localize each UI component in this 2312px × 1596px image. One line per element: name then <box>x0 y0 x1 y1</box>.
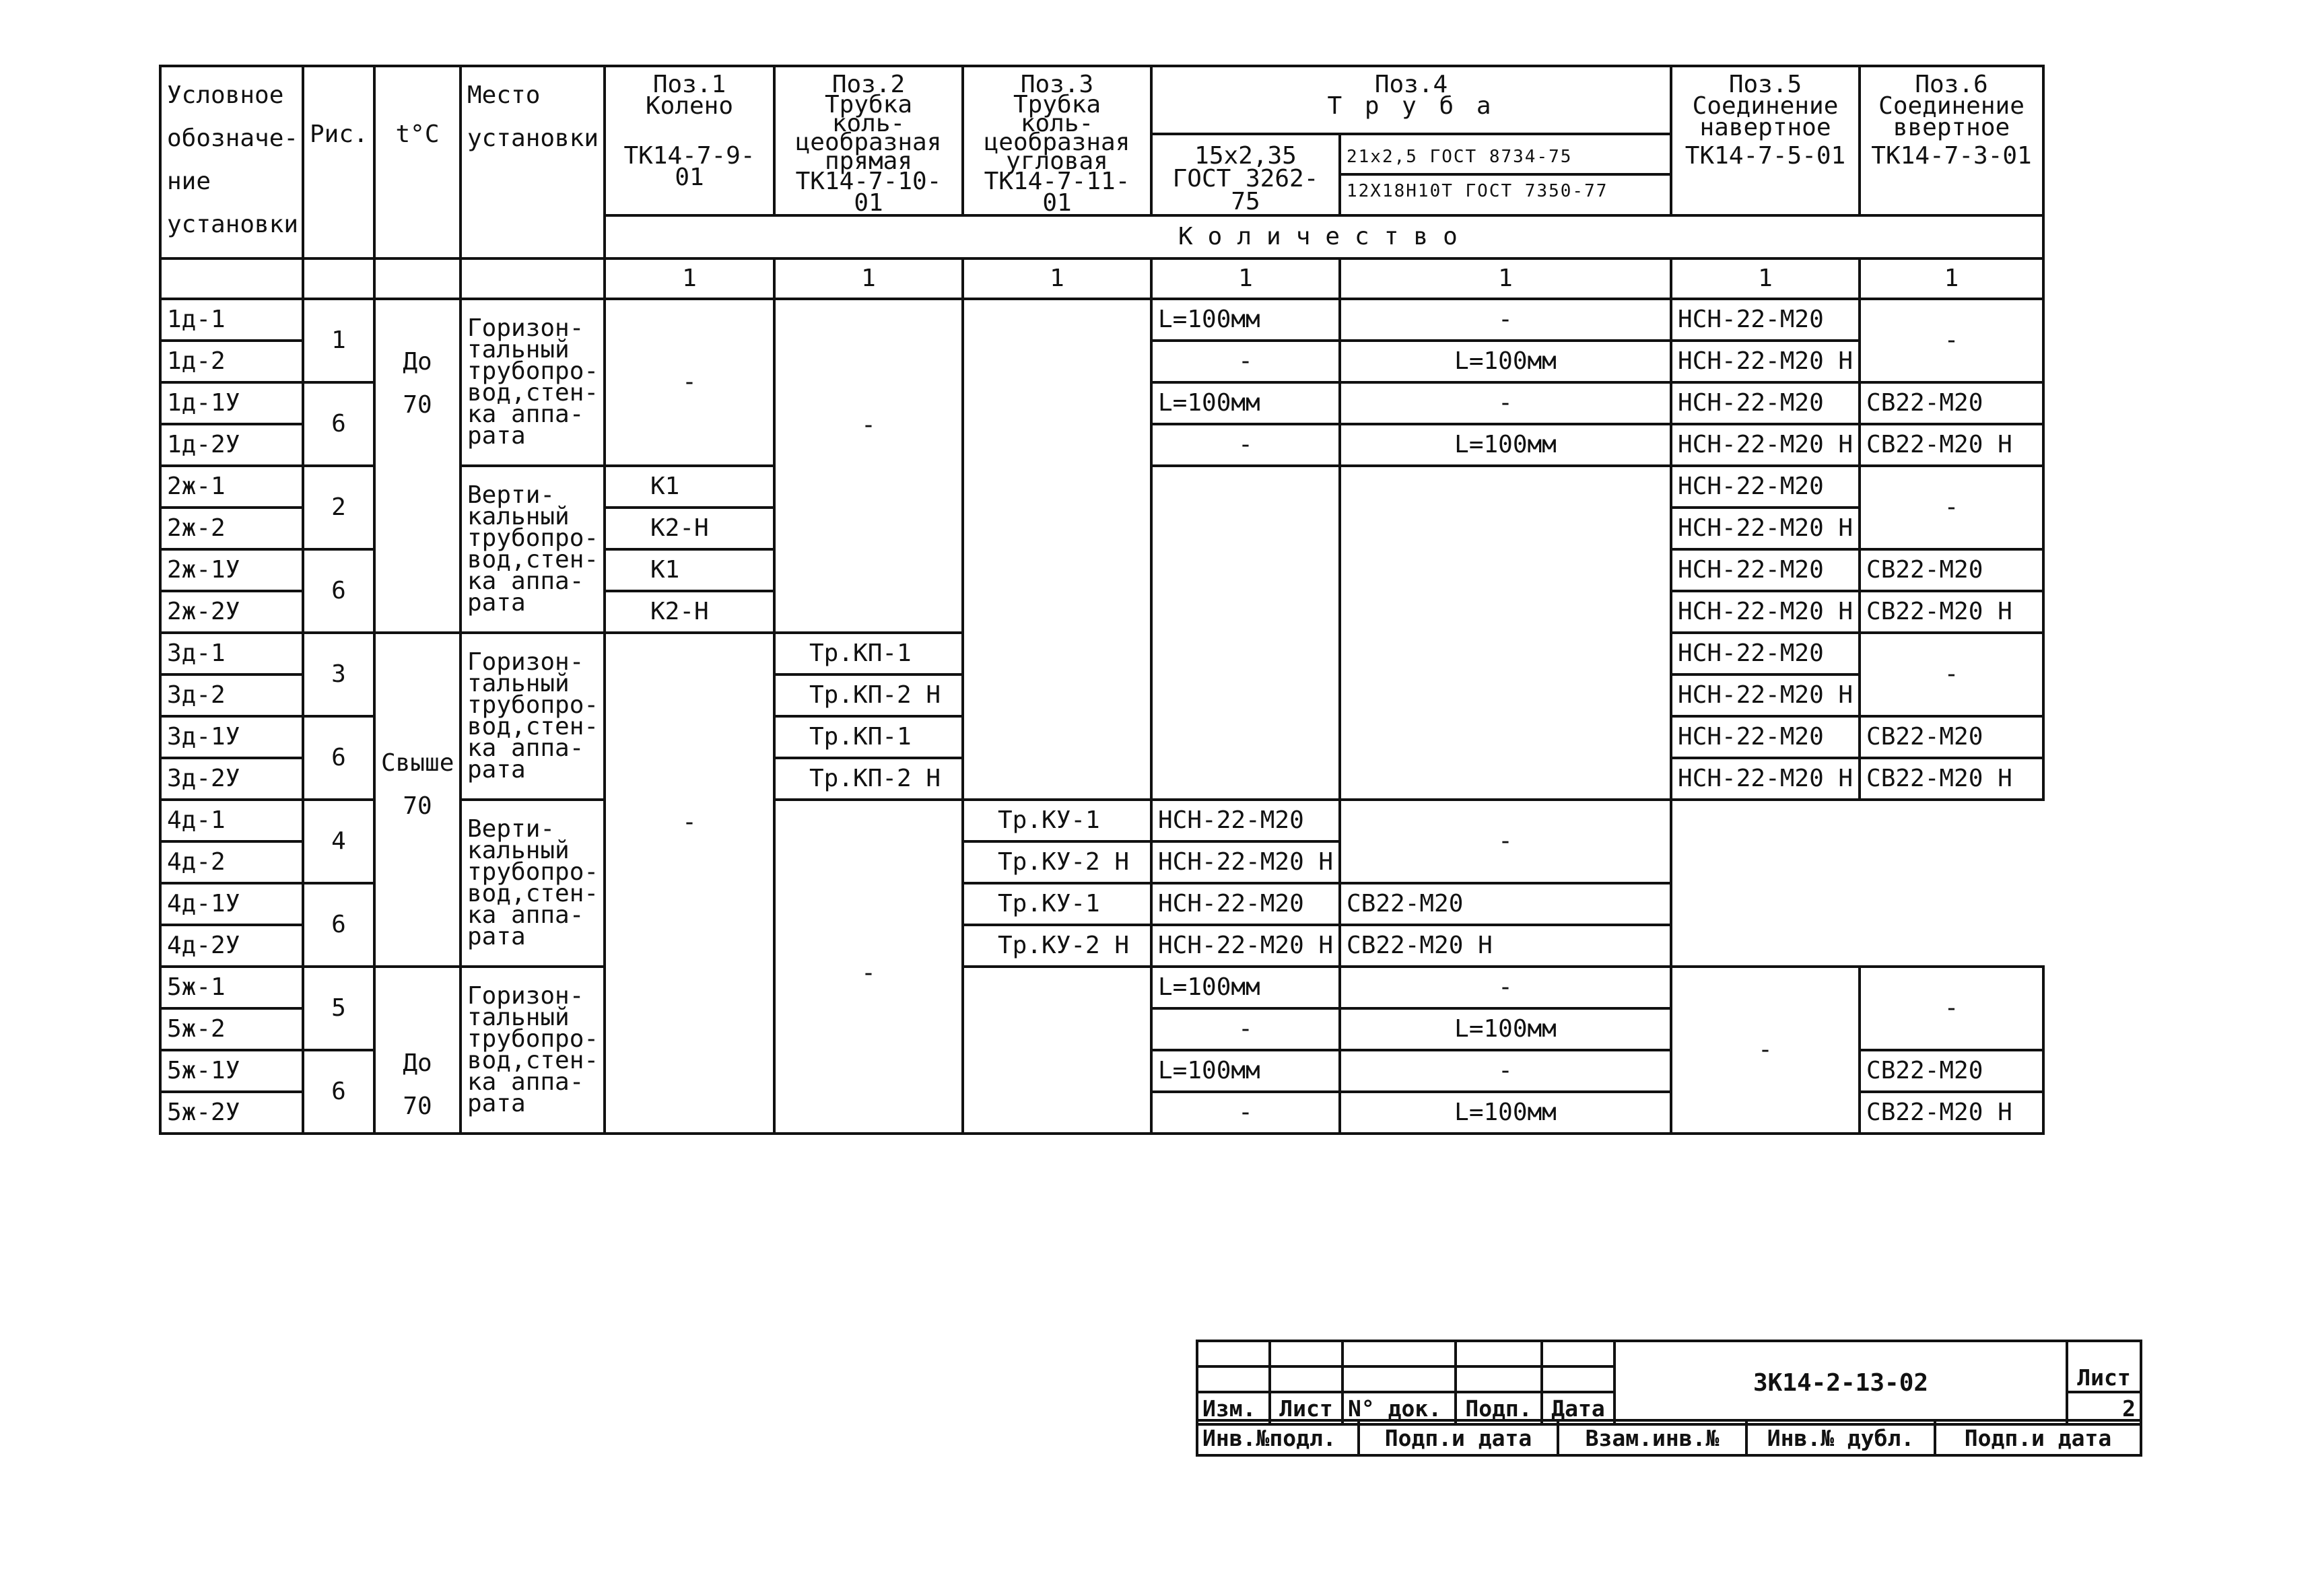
pos4a-value: L=100мм <box>1151 382 1340 424</box>
pos2-dash: - <box>774 800 963 1134</box>
pos6-value: СВ22-М20 Н <box>1860 591 2043 633</box>
row-designation: 2ж-2 <box>160 508 303 549</box>
pos6-value: СВ22-М20 <box>1340 883 1671 925</box>
pos5-name: Соединение навертное <box>1692 92 1839 141</box>
pos2-value: Тр.КП-2 Н <box>774 758 963 800</box>
row-designation: 5ж-1У <box>160 1050 303 1092</box>
pos5-value: НСН-22-М20 Н <box>1671 508 1860 549</box>
pos4-sub2b: 12Х18Н10Т ГОСТ 7350-77 <box>1347 181 1608 202</box>
header-designation: Условное обозначе- ние установки <box>160 66 303 258</box>
stamp-empty-cell <box>1456 1366 1542 1392</box>
pos4b-value: L=100мм <box>1340 341 1671 382</box>
row-designation: 5ж-1 <box>160 967 303 1008</box>
pos3-value: Тр.КУ-2 Н <box>963 925 1151 967</box>
pos4a-empty <box>1151 466 1340 800</box>
row-designation: 2ж-1 <box>160 466 303 508</box>
stamp-inv-original: Инв.№подл. <box>1197 1420 1359 1455</box>
pos5-value: НСН-22-М20 <box>1671 716 1860 758</box>
pos1-dash: - <box>605 299 774 466</box>
stamp-empty-cell <box>1197 1341 1270 1366</box>
pos1-value: К2-Н <box>605 508 774 549</box>
pos1-value: К1 <box>605 466 774 508</box>
qty-pos1: 1 <box>605 258 774 299</box>
pos4-sub2 <box>1340 134 1671 215</box>
header-fig: Рис. <box>303 66 374 258</box>
pos6-value: СВ22-М20 Н <box>1340 925 1671 967</box>
pos5-value: НСН-22-М20 <box>1151 883 1340 925</box>
stamp-label-date: Дата <box>1542 1392 1614 1424</box>
pos5-value: НСН-22-М20 Н <box>1671 424 1860 466</box>
pos6-code: ТК14-7-3-01 <box>1871 142 2032 170</box>
pos4b-value: - <box>1340 1050 1671 1092</box>
row-designation: 3д-1У <box>160 716 303 758</box>
stamp-empty-cell <box>1270 1366 1342 1392</box>
row-fig: 4 <box>303 800 374 883</box>
pos3-code: ТК14-7-11-01 <box>984 168 1130 215</box>
header-pos1 <box>605 66 774 215</box>
pos5-value: НСН-22-М20 Н <box>1671 674 1860 716</box>
row-designation: 2ж-2У <box>160 591 303 633</box>
pos4a-value: L=100мм <box>1151 1050 1340 1092</box>
row-fig: 1 <box>303 299 374 382</box>
empty-cell <box>374 258 461 299</box>
pos6-title: Поз.6 <box>1915 71 1988 98</box>
pos4b-value: L=100мм <box>1340 1008 1671 1050</box>
empty-cell <box>303 258 374 299</box>
row-fig: 6 <box>303 1050 374 1134</box>
quantity-header: Количество <box>605 215 2043 258</box>
stamp-inv-duplicate: Инв.№ дубл. <box>1746 1420 1935 1455</box>
pos2-name: Трубка коль- цеобразная прямая <box>795 91 942 175</box>
row-fig: 6 <box>303 883 374 967</box>
pos5-value: - <box>1671 967 1860 1134</box>
pos5-code: ТК14-7-5-01 <box>1685 142 1846 170</box>
pos2-value: Тр.КП-2 Н <box>774 674 963 716</box>
pos5-value: НСН-22-М20 <box>1671 299 1860 341</box>
row-temp: До 70 <box>374 299 461 633</box>
title-block <box>1196 1340 2142 1426</box>
pos6-name: Соединение ввертное <box>1878 92 2025 141</box>
header-temp: t°C <box>374 66 461 258</box>
row-designation: 2ж-1У <box>160 549 303 591</box>
qty-pos6: 1 <box>1860 258 2043 299</box>
pos3-empty <box>963 299 1151 800</box>
pos2-value: Тр.КП-1 <box>774 633 963 674</box>
pos5-value: НСН-22-М20 <box>1151 800 1340 841</box>
pos5-value: НСН-22-М20 <box>1671 466 1860 508</box>
pos5-value: НСН-22-М20 <box>1671 549 1860 591</box>
pos3-value: Тр.КУ-1 <box>963 883 1151 925</box>
row-designation: 1д-1 <box>160 299 303 341</box>
pos3-name: Трубка коль- цеобразная угловая <box>984 91 1130 175</box>
pos4-sub1: 15х2,35 ГОСТ 3262-75 <box>1151 134 1340 215</box>
pos2-dash: - <box>774 299 963 633</box>
pos6-value: СВ22-М20 <box>1860 1050 2043 1092</box>
empty-cell <box>160 258 303 299</box>
pos1-name: Колено <box>645 92 734 120</box>
pos6-value: - <box>1860 466 2043 549</box>
pos5-title: Поз.5 <box>1728 71 1802 98</box>
qty-pos3: 1 <box>963 258 1151 299</box>
stamp-empty-cell <box>1197 1366 1270 1392</box>
pos5-value: НСН-22-М20 <box>1671 633 1860 674</box>
pos6-value: - <box>1860 967 2043 1050</box>
pos1-value: К2-Н <box>605 591 774 633</box>
qty-pos2: 1 <box>774 258 963 299</box>
stamp-label-sheet: Лист <box>1270 1392 1342 1424</box>
row-place: Верти- кальный трубопро- вод,стен- ка аппа- рата <box>461 800 605 967</box>
stamp-label-docno: N° док. <box>1342 1392 1456 1424</box>
pos5-value: НСН-22-М20 Н <box>1671 341 1860 382</box>
row-designation: 4д-1У <box>160 883 303 925</box>
pos4a-value: L=100мм <box>1151 299 1340 341</box>
stamp-sign-date: Подп.и дата <box>1359 1420 1558 1455</box>
row-designation: 3д-2У <box>160 758 303 800</box>
pos6-value: СВ22-М20 <box>1860 549 2043 591</box>
pos4-name: Т р у б а <box>1327 92 1495 120</box>
qty-pos5: 1 <box>1671 258 1860 299</box>
pos5-value: НСН-22-М20 <box>1671 382 1860 424</box>
pos6-value: СВ22-М20 Н <box>1860 1092 2043 1134</box>
pos6-value: СВ22-М20 Н <box>1860 424 2043 466</box>
pos1-code: ТК14-7-9-01 <box>623 142 755 191</box>
row-fig: 6 <box>303 549 374 633</box>
row-designation: 1д-1У <box>160 382 303 424</box>
row-designation: 3д-1 <box>160 633 303 674</box>
stamp-label-sign: Подп. <box>1456 1392 1542 1424</box>
pos3-value: Тр.КУ-2 Н <box>963 841 1151 883</box>
stamp-empty-cell <box>1270 1341 1342 1366</box>
pos6-value: СВ22-М20 Н <box>1860 758 2043 800</box>
pos5-value: НСН-22-М20 Н <box>1671 758 1860 800</box>
pos4b-value: L=100мм <box>1340 424 1671 466</box>
pos4b-value: - <box>1340 967 1671 1008</box>
pos5-value: НСН-22-М20 Н <box>1151 841 1340 883</box>
pos1-dash: - <box>605 633 774 1134</box>
header-pos6 <box>1860 66 2043 215</box>
pos3-title: Поз.3 <box>1020 71 1094 98</box>
pos2-code: ТК14-7-10-01 <box>795 168 942 215</box>
header-place: Место установки <box>461 66 605 258</box>
pos3-value: Тр.КУ-1 <box>963 800 1151 841</box>
pos4a-value: L=100мм <box>1151 967 1340 1008</box>
pos2-title: Поз.2 <box>831 71 906 98</box>
row-place: Горизон- тальный трубопро- вод,стен- ка аппа- рата <box>461 299 605 466</box>
pos2-value: Тр.КП-1 <box>774 716 963 758</box>
sheet-number: 2 <box>2067 1392 2141 1424</box>
empty-cell <box>461 258 605 299</box>
row-fig: 3 <box>303 633 374 716</box>
stamp-replaces-inv: Взам.инв.№ <box>1558 1420 1746 1455</box>
row-fig: 2 <box>303 466 374 549</box>
stamp-sign-date-2: Подп.и дата <box>1935 1420 2141 1455</box>
row-designation: 5ж-2 <box>160 1008 303 1050</box>
pos4-sub2a: 21х2,5 ГОСТ 8734-75 <box>1341 141 1670 176</box>
stamp-empty-cell <box>1542 1341 1614 1366</box>
pos4b-value: - <box>1340 299 1671 341</box>
pos4a-value: - <box>1151 341 1340 382</box>
row-designation: 4д-1 <box>160 800 303 841</box>
row-place: Верти- кальный трубопро- вод,стен- ка аппа- рата <box>461 466 605 633</box>
row-designation: 3д-2 <box>160 674 303 716</box>
pos4b-value: - <box>1340 382 1671 424</box>
pos4b-empty <box>1340 466 1671 800</box>
row-place: Горизон- тальный трубопро- вод,стен- ка аппа- рата <box>461 633 605 800</box>
pos5-value: НСН-22-М20 Н <box>1151 925 1340 967</box>
row-fig: 6 <box>303 382 374 466</box>
row-designation: 4д-2 <box>160 841 303 883</box>
row-fig: 5 <box>303 967 374 1050</box>
qty-pos4b: 1 <box>1340 258 1671 299</box>
pos4b-value: L=100мм <box>1340 1092 1671 1134</box>
stamp-empty-cell <box>1542 1366 1614 1392</box>
header-pos2 <box>774 66 963 215</box>
pos5-value: НСН-22-М20 Н <box>1671 591 1860 633</box>
header-pos4 <box>1151 66 1671 134</box>
row-fig: 6 <box>303 716 374 800</box>
pos6-value: - <box>1860 633 2043 716</box>
title-block-bottom <box>1196 1419 2142 1457</box>
row-designation: 1д-2 <box>160 341 303 382</box>
header-pos3 <box>963 66 1151 215</box>
row-designation: 5ж-2У <box>160 1092 303 1134</box>
pos6-value: СВ22-М20 <box>1860 716 2043 758</box>
stamp-empty-cell <box>1456 1341 1542 1366</box>
pos1-title: Поз.1 <box>652 71 726 98</box>
sheet-label: Лист <box>2067 1341 2141 1392</box>
row-temp: Свыше 70 <box>374 633 461 967</box>
header-pos5 <box>1671 66 1860 215</box>
qty-pos4a: 1 <box>1151 258 1340 299</box>
pos6-value: - <box>1340 800 1671 883</box>
pos4a-value: - <box>1151 424 1340 466</box>
row-place: Горизон- тальный трубопро- вод,стен- ка аппа- рата <box>461 967 605 1134</box>
pos6-value: СВ22-М20 <box>1860 382 2043 424</box>
pos4-title: Поз.4 <box>1374 71 1448 98</box>
pos4a-value: - <box>1151 1008 1340 1050</box>
specification-table <box>159 65 2045 1135</box>
pos4a-value: - <box>1151 1092 1340 1134</box>
pos6-value: - <box>1860 299 2043 382</box>
stamp-label-change: Изм. <box>1197 1392 1270 1424</box>
document-code: 3К14-2-13-02 <box>1614 1341 2067 1424</box>
stamp-empty-cell <box>1342 1341 1456 1366</box>
row-designation: 4д-2У <box>160 925 303 967</box>
stamp-empty-cell <box>1342 1366 1456 1392</box>
pos3-empty <box>963 967 1151 1134</box>
row-designation: 1д-2У <box>160 424 303 466</box>
row-temp: До 70 <box>374 967 461 1134</box>
pos1-value: К1 <box>605 549 774 591</box>
